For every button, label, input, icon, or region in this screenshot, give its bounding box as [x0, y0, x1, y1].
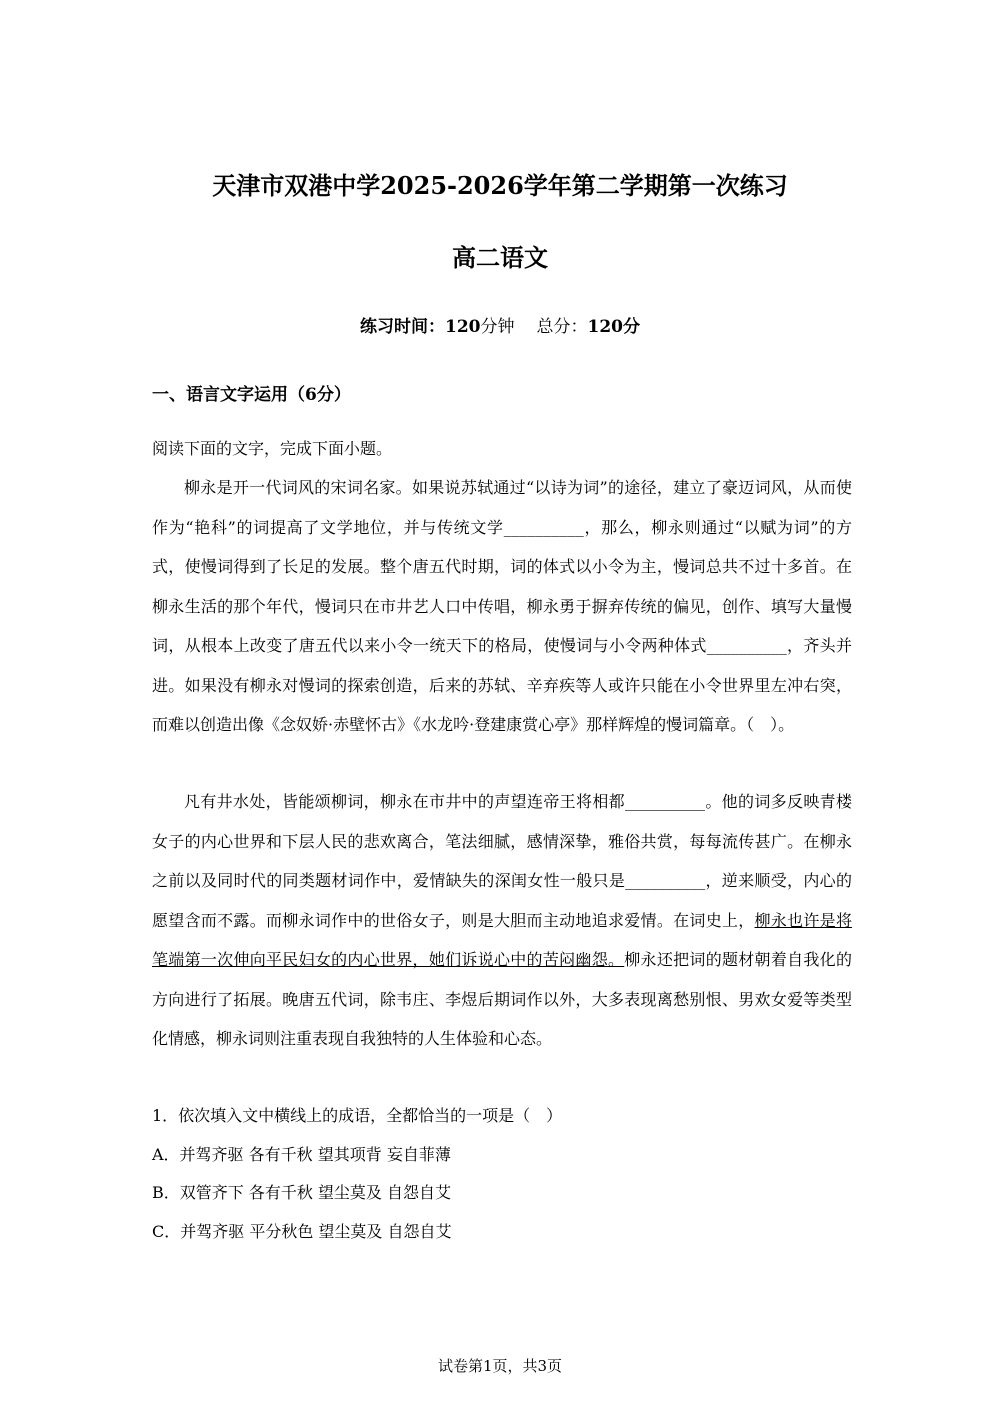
- passage-paragraph-1: 柳永是开一代词风的宋词名家。如果说苏轼通过“以诗为词”的途径，建立了豪迈词风，从而使作为“艳科”的词提高了文学地位，并与传统文学__________，那么，柳永则通过“以赋为词”的方式，使慢词得到了长足的发展。整个唐五代时期，词的体式以小令为主，慢词总共不过十多首。在柳永生活的那个年代，慢词只在市井艺人口中传唱，柳永勇于摒弃传统的偏见，创作、填写大量慢词，从根本上改变了唐五代以来小令一统天下的格局，使慢词与小令两种体式__________，齐头并进。如果没有柳永对慢词的探索创造，后来的苏轼、辛弃疾等人或许只能在小令世界里左冲右突，而难以创造出像《念奴娇·赤壁怀古》《水龙吟·登建康赏心亭》那样辉煌的慢词篇章。（ ）。: [152, 478, 852, 734]
- time-unit: 分钟: [480, 317, 515, 337]
- section-heading: 一、语言文字运用（6分）: [152, 385, 351, 405]
- paragraph-2-part-2: 柳永还把词的题材朝着自我化的方向进行了拓展。晚唐五代词，除韦庄、李煜后期词作以外，大多表现离愁别恨、男欢女爱等类型化情感，柳永词则注重表现自我独特的人生体验和心态。: [152, 950, 852, 1048]
- time-label: 练习时间：: [360, 317, 445, 337]
- exam-meta: [0, 314, 1000, 340]
- paragraph-2-part-1: 凡有井水处，皆能颂柳词，柳永在市井中的声望连帝王将相都__________。他的词多反映青楼女子的内心世界和下层人民的悲欢离合，笔法细腻，感情深挚，雅俗共赏，每每流传甚广。在柳永之前以及同时代的同类题材词作中，爱情缺失的深闺女性一般只是__________，逆来顺受，内心的愿望含而不露。而柳永词作中的世俗女子，则是大胆而主动地追求爱情。在词史上，: [152, 792, 852, 930]
- score-unit: 分: [623, 317, 640, 337]
- question-1: [152, 1097, 852, 1251]
- question-stem: 1．依次填入文中横线上的成语，全都恰当的一项是（ ）: [152, 1106, 563, 1125]
- page-footer: 试卷第1页，共3页: [437, 1357, 563, 1375]
- underlined-sentence: 柳永也许是将笔端第一次伸向平民妇女的内心世界，她们诉说心中的苦闷幽怨。: [152, 910, 852, 969]
- passage-paragraph-2: [152, 782, 852, 1059]
- score-value: 120: [587, 317, 623, 337]
- score-label: 总分：: [536, 317, 588, 337]
- time-value: 120: [445, 317, 481, 337]
- exam-title: 天津市双港中学2025-2026学年第二学期第一次练习: [212, 171, 788, 200]
- reading-instruction: 阅读下面的文字，完成下面小题。: [152, 439, 393, 458]
- option-c: C．并驾齐驱 平分秋色 望尘莫及 自怨自艾: [152, 1221, 452, 1241]
- exam-subtitle: 高二语文: [452, 243, 548, 272]
- option-a: A．并驾齐驱 各有千秋 望其项背 妄自菲薄: [152, 1144, 451, 1164]
- option-b: B．双管齐下 各有千秋 望尘莫及 自怨自艾: [152, 1183, 452, 1202]
